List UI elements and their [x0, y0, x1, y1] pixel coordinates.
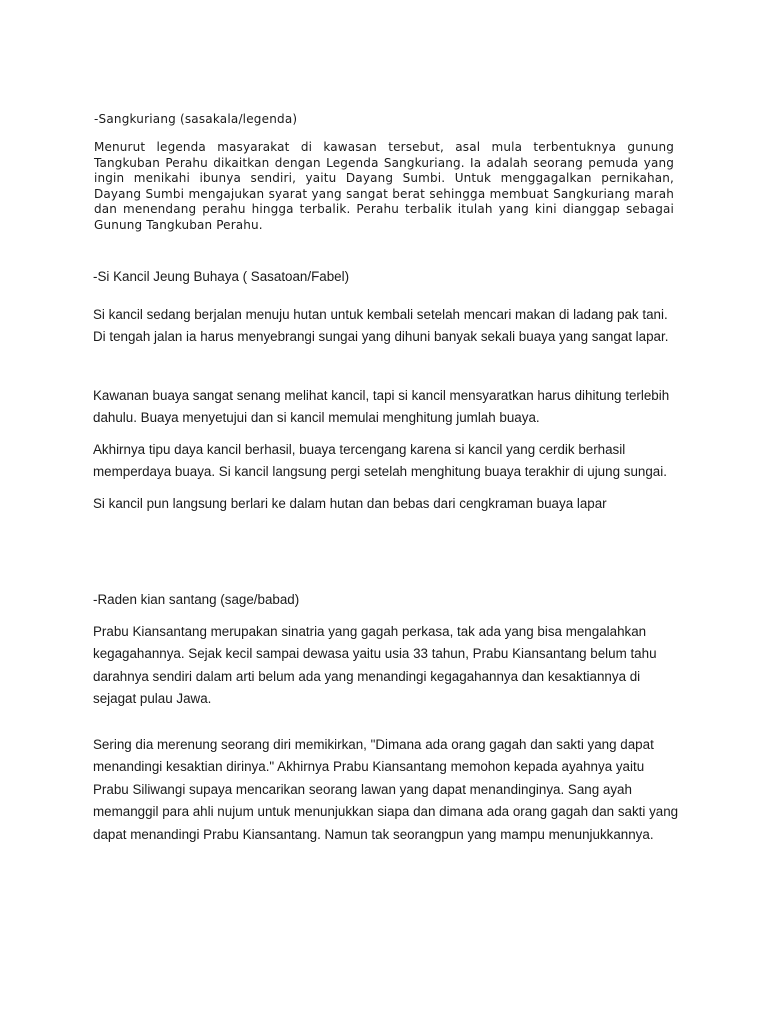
- paragraph: Prabu Kiansantang merupakan sinatria yang gagah perkasa, tak ada yang bisa mengalahkan kegagahannya. Sejak kecil sampai dewasa yaitu usia 33 tahun, Prabu Kiansantang belum tahu darahnya sendiri dalam arti belum ada yang menandingi kegagahannya dan kesaktiannya di sejagat pulau Jawa.: [93, 623, 657, 706]
- paragraph: Menurut legenda masyarakat di kawasan tersebut, asal mula terbentuknya gunung Tangkuban Perahu dikaitkan dengan Legenda Sangkuriang. Ia adalah seorang pemuda yang ingin menikahi ibunya sendiri, yaitu Dayang Sumbi. Untuk menggagalkan pernikahan, Dayang Sumbi mengajukan syarat yang sangat berat sehingga membuat Sangkuriang marah dan menendang perahu hingga terbalik. Perahu terbalik itulah yang kini dianggap sebagai Gunung Tangkuban Perahu.: [94, 140, 674, 232]
- paragraph: Si kancil sedang berjalan menuju hutan untuk kembali setelah mencari makan di ladang pak tani. Di tengah jalan ia harus menyebrangi sungai yang dihuni banyak sekali buaya yang sangat lapar.: [93, 306, 669, 344]
- paragraph: Kawanan buaya sangat senang melihat kancil, tapi si kancil mensyaratkan harus dihitung terlebih dahulu. Buaya menyetujui dan si kancil memulai menghitung jumlah buaya.: [93, 387, 670, 425]
- section-raden-kian-santang: [93, 589, 683, 846]
- paragraph: Si kancil pun langsung berlari ke dalam hutan dan bebas dari cengkraman buaya lapar: [93, 495, 607, 511]
- section-heading: -Sangkuriang (sasakala/legenda): [94, 112, 298, 126]
- section-sangkuriang: [94, 110, 674, 234]
- paragraph: Sering dia merenung seorang diri memikirkan, "Dimana ada orang gagah dan sakti yang dapat menandingi kesaktian dirinya." Akhirnya Prabu Kiansantang memohon kepada ayahnya yaitu Prabu Siliwangi supaya mencarikan seorang lawan yang dapat menandinginya. Sang ayah memanggil para ahli nujum untuk menunjukkan siapa dan dimana ada orang gagah dan sakti yang dapat menandingi Prabu Kiansantang. Namun tak seorangpun yang mampu menunjukkannya.: [93, 736, 679, 842]
- section-heading: -Si Kancil Jeung Buhaya ( Sasatoan/Fabel): [93, 269, 350, 284]
- paragraph: Akhirnya tipu daya kancil berhasil, buaya tercengang karena si kancil yang cerdik berhasil memperdaya buaya. Si kancil langsung pergi setelah menghitung buaya terakhir di ujung sungai.: [93, 441, 667, 479]
- section-si-kancil: [93, 266, 683, 515]
- section-heading: -Raden kian santang (sage/babad): [93, 592, 300, 607]
